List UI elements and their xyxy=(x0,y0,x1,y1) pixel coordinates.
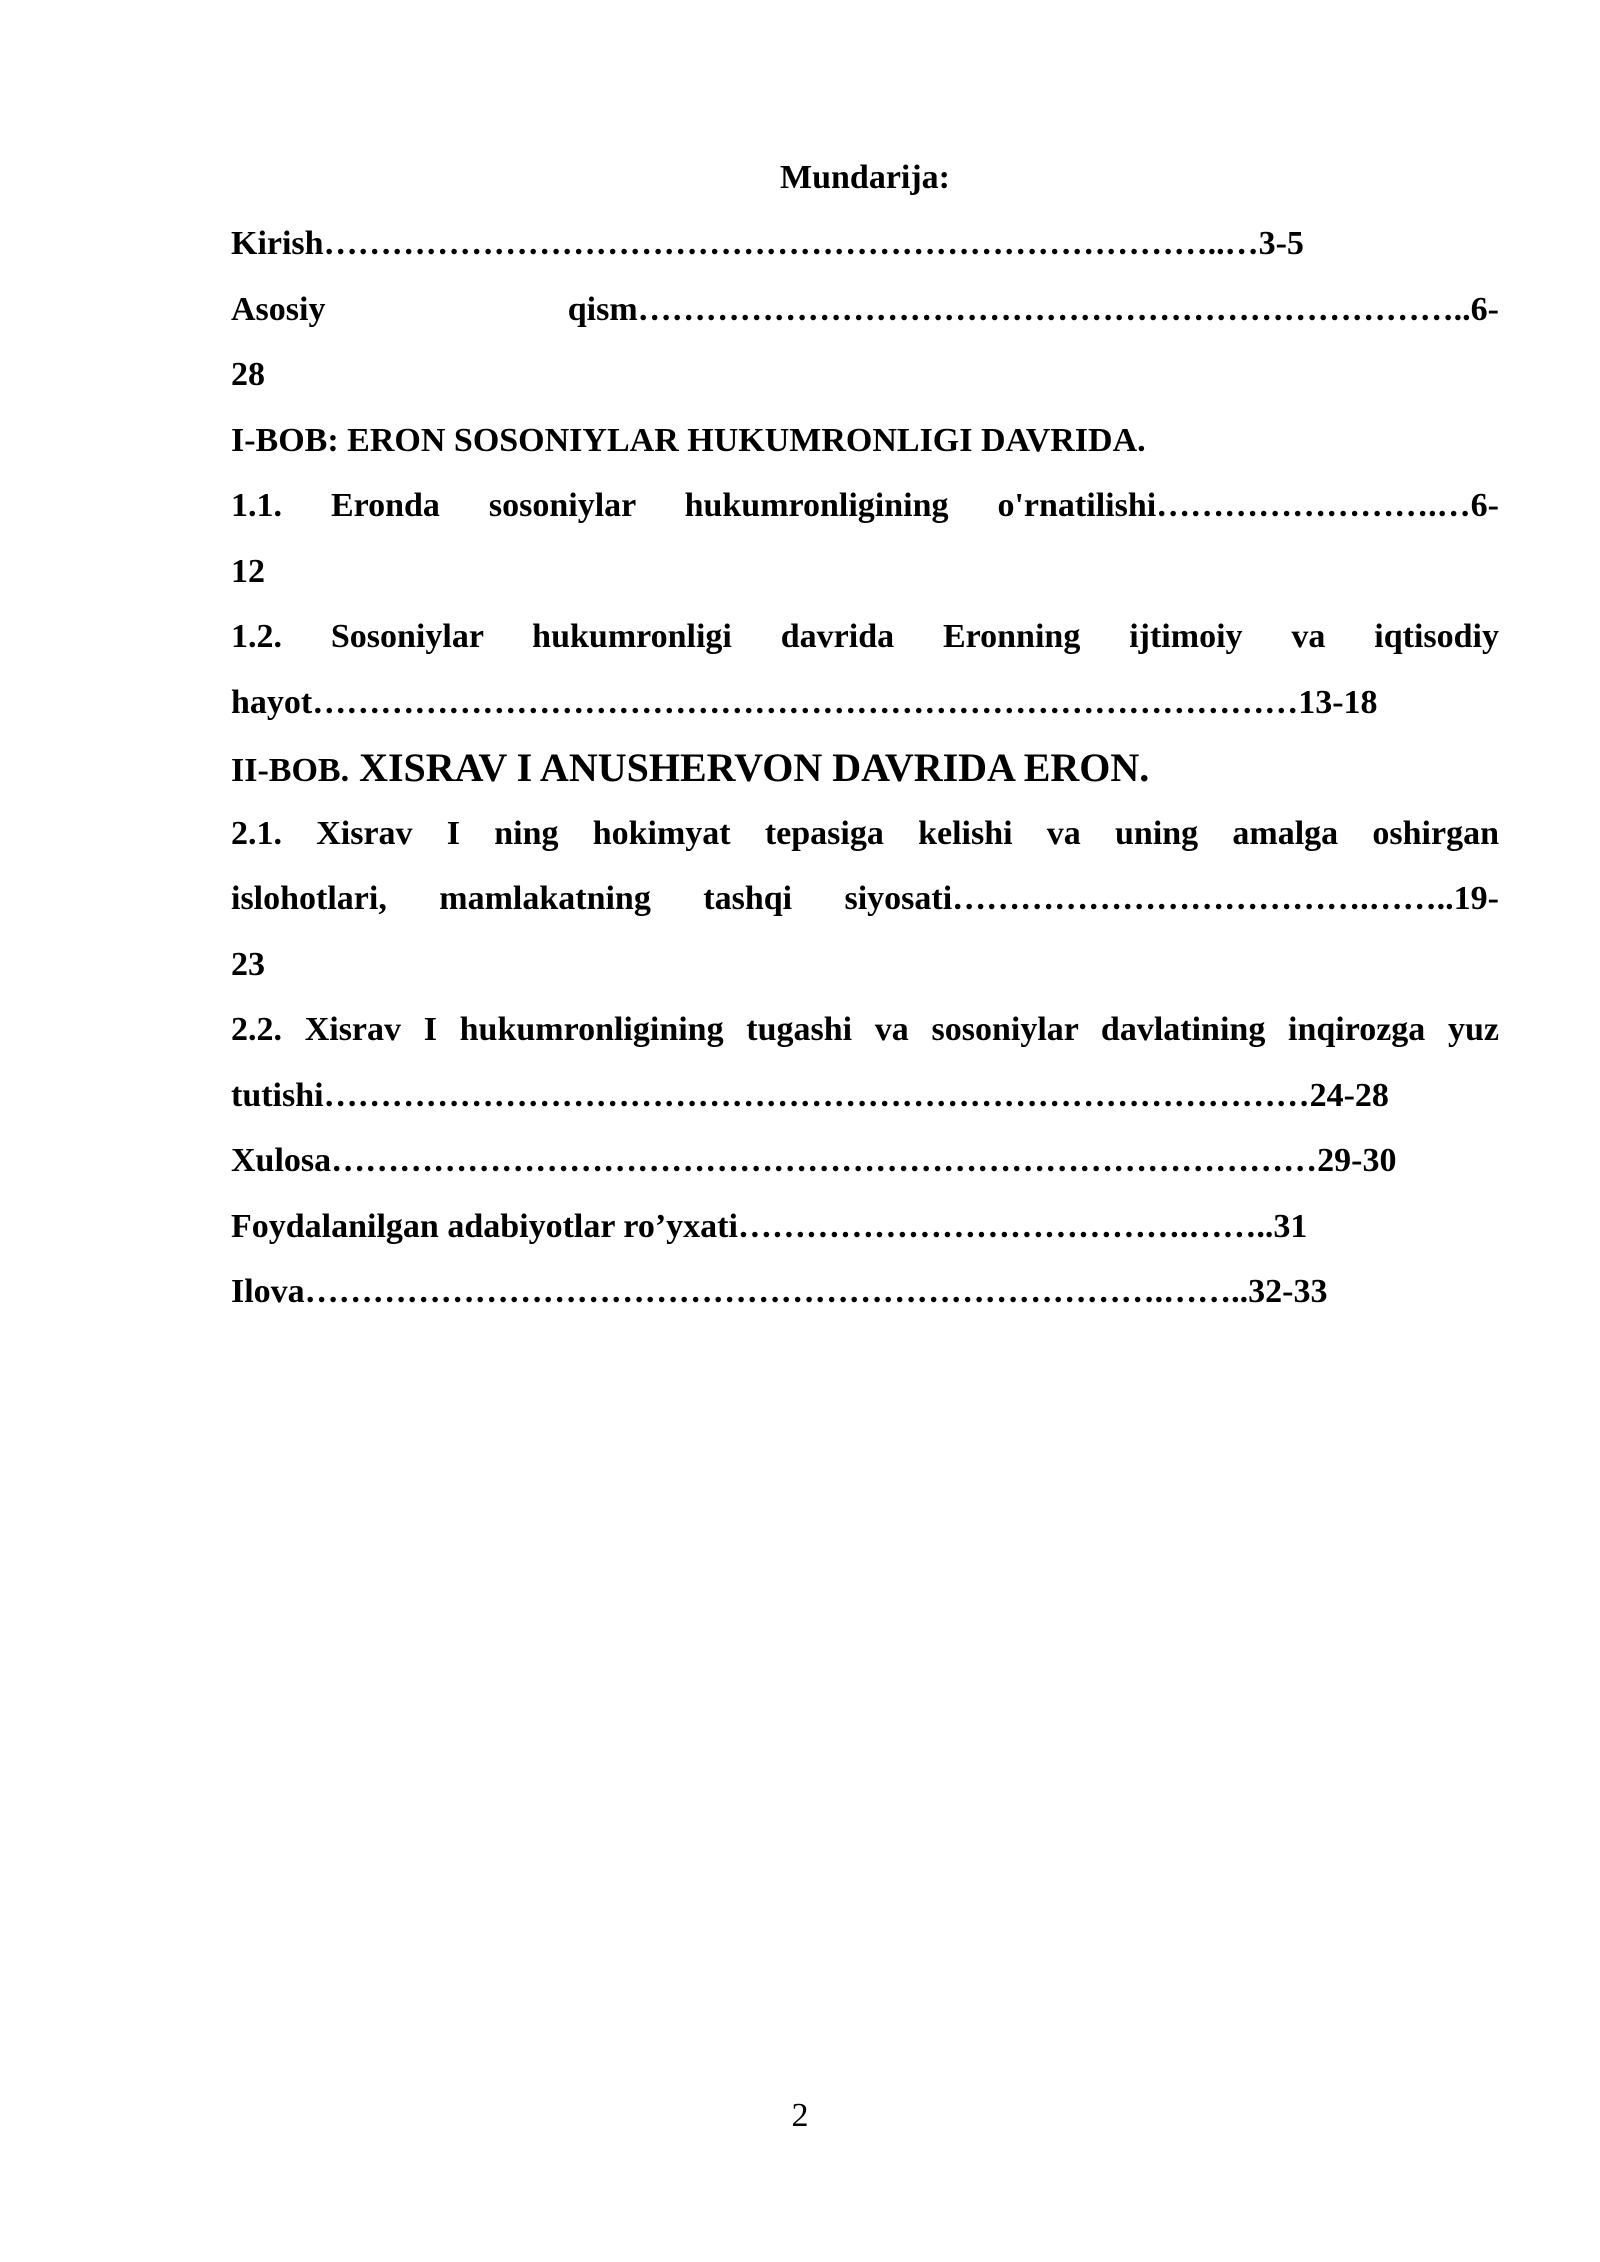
toc-entry-adabiyotlar: Foydalanilgan adabiyotlar ro’yxati………………………………….……..31 xyxy=(231,1207,1308,1245)
toc-entry-section-2-1-cont: islohotlari, mamlakatning tashqi siyosati……………………………….……..19- xyxy=(231,880,1499,917)
toc-entry-section-1-1: 1.1. Eronda sosoniylar hukumronligining o'rnatilishi…………………….…6- xyxy=(231,487,1499,524)
toc-chapter-2-title: XISRAV I ANUSHERVON DAVRIDA ERON. xyxy=(349,745,1150,790)
table-of-contents xyxy=(231,145,1499,1325)
toc-entry-section-2-2-cont: tutishi……………………………………………………………………………24-28 xyxy=(231,1076,1389,1114)
toc-chapter-2-prefix: II-BOB. xyxy=(231,752,350,789)
toc-entry-section-2-1-pages: 23 xyxy=(231,945,265,983)
page-number: 2 xyxy=(791,2097,809,2134)
toc-entry-section-1-2: 1.2. Sosoniylar hukumronligi davrida Eronning ijtimoiy va iqtisodiy xyxy=(231,618,1499,655)
toc-entry-section-1-2-cont: hayot……………………………………………………………………………13-18 xyxy=(231,683,1378,721)
toc-entry-ilova: Ilova………………………………………………………………….……..32-33 xyxy=(231,1273,1328,1310)
toc-entry-section-2-1: 2.1. Xisrav I ning hokimyat tepasiga kelishi va uning amalga oshirgan xyxy=(231,814,1499,852)
toc-entry-asosiy-qism-pages: 28 xyxy=(231,356,265,393)
toc-entry-section-1-1-pages: 12 xyxy=(231,552,265,590)
toc-entry-section-2-2: 2.2. Xisrav I hukumronligining tugashi va sosoniylar davlatining inqirozga yuz xyxy=(231,1011,1499,1048)
toc-entry-kirish: Kirish……………………………………………………………………..…3-5 xyxy=(231,225,1304,262)
toc-entry-xulosa: Xulosa……………………………………………………………………………29-30 xyxy=(231,1142,1397,1179)
toc-title: Mundarija: xyxy=(780,159,950,196)
toc-entry-asosiy-qism: Asosiy qism………………………………………………………………..6- xyxy=(231,290,1499,328)
toc-chapter-2-heading xyxy=(231,735,1499,801)
toc-chapter-1-heading: I-BOB: ERON SOSONIYLAR HUKUMRONLIGI DAVRIDA. xyxy=(231,421,1146,459)
